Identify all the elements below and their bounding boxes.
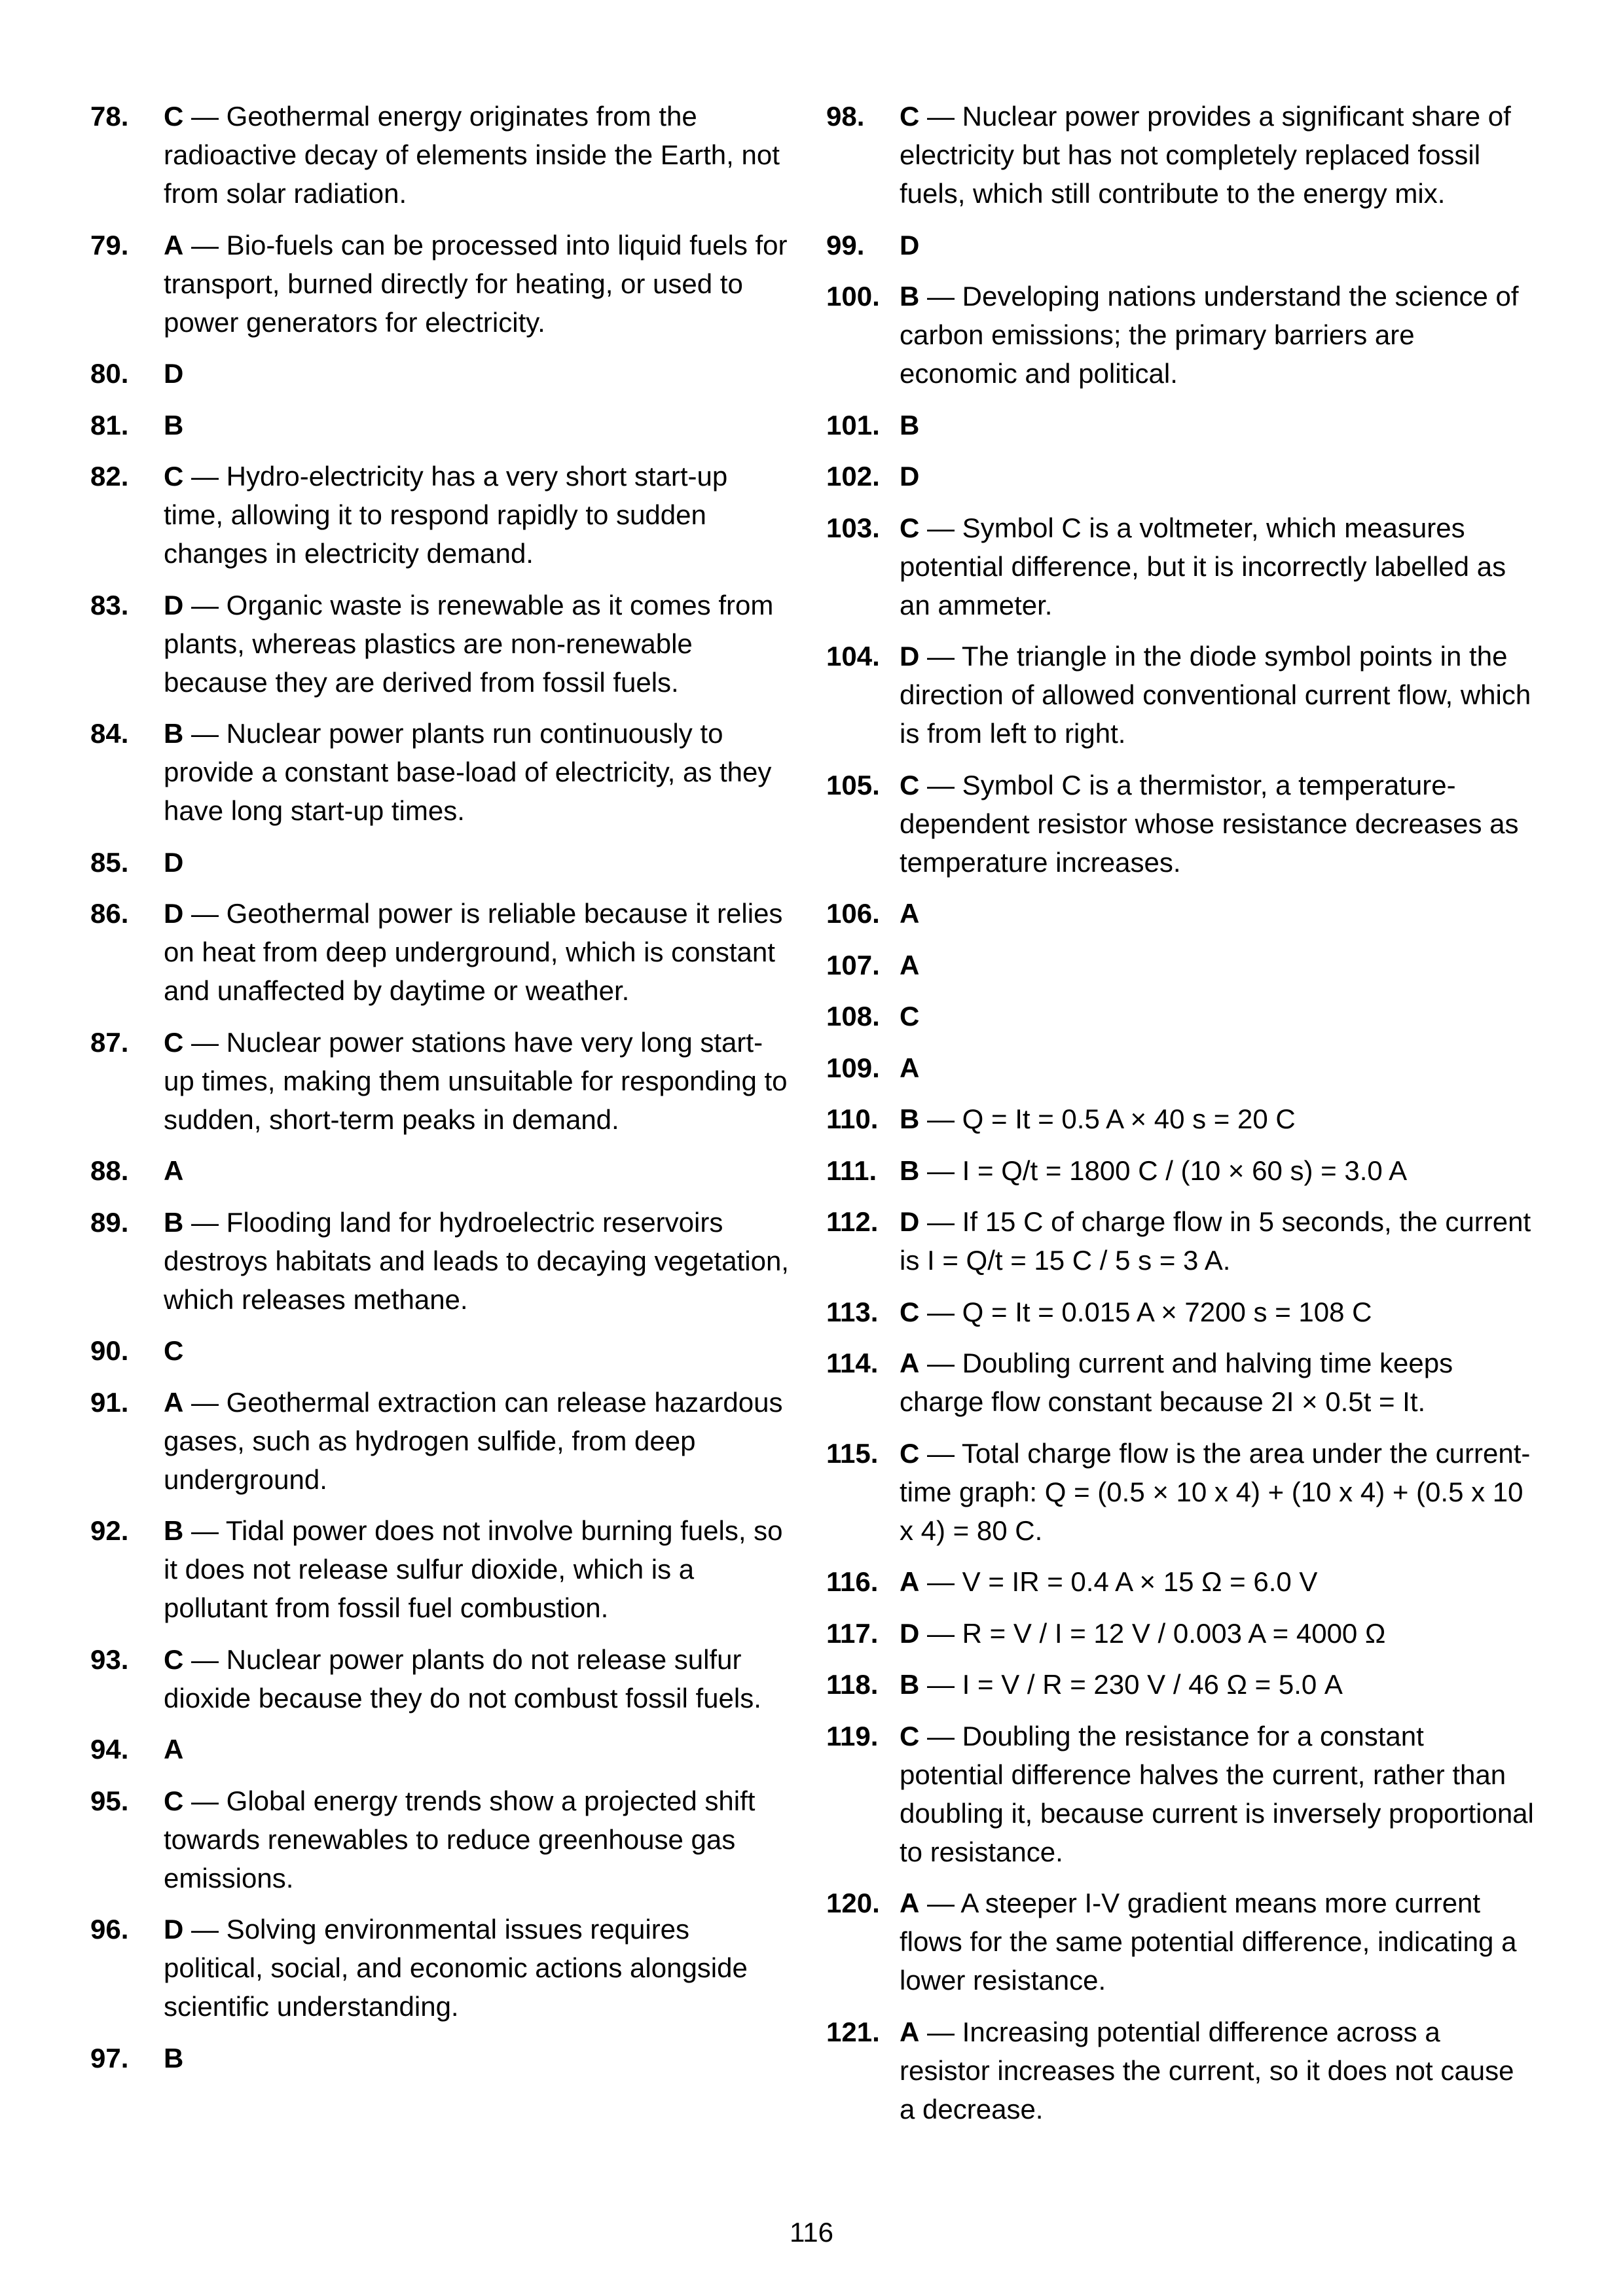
page-number: 116 bbox=[790, 2217, 833, 2248]
answer-item bbox=[826, 1434, 1535, 1550]
answer-item bbox=[826, 1884, 1535, 2000]
answer-letter: C bbox=[164, 1335, 184, 1366]
question-number: 118. bbox=[826, 1669, 879, 1700]
answer-letter: C bbox=[900, 101, 920, 132]
answer-explanation: — Geothermal energy originates from the radioactive decay of elements inside the Earth, not from solar radiation. bbox=[164, 101, 780, 209]
answer-item bbox=[90, 1383, 792, 1499]
answer-item bbox=[826, 894, 1535, 933]
answer-body bbox=[900, 1293, 1535, 1331]
answer-body bbox=[900, 1434, 1535, 1550]
question-number: 108. bbox=[826, 1001, 880, 1031]
answer-body bbox=[164, 1511, 792, 1627]
answer-letter: A bbox=[164, 1734, 184, 1765]
answer-body bbox=[164, 1640, 792, 1717]
answer-letter: A bbox=[900, 1888, 920, 1918]
answer-item bbox=[826, 226, 1535, 264]
answer-item bbox=[826, 1562, 1535, 1601]
question-number: 114. bbox=[826, 1348, 879, 1378]
answer-explanation: — If 15 C of charge flow in 5 seconds, the current is I = Q/t = 15 C / 5 s = 3 A. bbox=[900, 1206, 1531, 1276]
answer-item bbox=[90, 1782, 792, 1897]
question-number: 93. bbox=[90, 1643, 129, 1675]
answer-item bbox=[826, 997, 1535, 1035]
answer-letter: A bbox=[164, 1386, 184, 1418]
answer-body bbox=[900, 1049, 1535, 1087]
question-number: 78. bbox=[90, 101, 129, 132]
question-number: 120. bbox=[826, 1888, 880, 1918]
answer-item bbox=[826, 406, 1535, 444]
answer-item bbox=[90, 1151, 792, 1190]
question-number: 80. bbox=[90, 358, 129, 389]
answer-letter: A bbox=[900, 1348, 920, 1378]
question-number: 89. bbox=[90, 1206, 129, 1238]
left-answer-column bbox=[90, 97, 792, 2090]
answer-explanation: — I = Q/t = 1800 C / (10 × 60 s) = 3.0 A bbox=[919, 1155, 1408, 1186]
question-number: 104. bbox=[826, 641, 880, 672]
answer-explanation: — Bio-fuels can be processed into liquid fuels for transport, burned directly for heating, or used to power generators for electricity. bbox=[164, 229, 788, 338]
answer-item bbox=[90, 97, 792, 213]
answer-letter: D bbox=[164, 1914, 184, 1945]
answer-letter: B bbox=[900, 1103, 920, 1134]
question-number: 102. bbox=[826, 461, 880, 492]
question-number: 86. bbox=[90, 898, 129, 929]
answer-body bbox=[164, 714, 792, 830]
answer-explanation: — Geothermal power is reliable because it relies on heat from deep underground, which is constant and unaffected by daytime or weather. bbox=[164, 898, 783, 1006]
question-number: 109. bbox=[826, 1052, 880, 1083]
answer-explanation: — Increasing potential difference across a resistor increases the current, so it does not cause a decrease. bbox=[900, 2016, 1514, 2125]
answer-item bbox=[826, 1202, 1535, 1280]
answer-explanation: — Tidal power does not involve burning fuels, so it does not release sulfur dioxide, which is a pollutant from fossil fuel combustion. bbox=[164, 1515, 783, 1623]
answer-letter: D bbox=[164, 898, 184, 929]
answer-letter: D bbox=[900, 641, 920, 672]
question-number: 101. bbox=[826, 409, 880, 440]
question-number: 110. bbox=[826, 1103, 879, 1134]
question-number: 95. bbox=[90, 1785, 129, 1816]
answer-letter: C bbox=[164, 1643, 184, 1675]
question-number: 115. bbox=[826, 1437, 879, 1469]
answer-body bbox=[900, 277, 1535, 393]
question-number: 88. bbox=[90, 1155, 129, 1186]
answer-explanation: — Nuclear power stations have very long start-up times, making them unsuitable for responding to sudden, short-term peaks in demand. bbox=[164, 1026, 788, 1135]
answer-item bbox=[90, 1203, 792, 1319]
answer-letter: A bbox=[900, 1566, 920, 1597]
answer-letter: A bbox=[900, 2016, 920, 2047]
answer-letter: A bbox=[164, 229, 184, 260]
answer-body bbox=[164, 354, 792, 393]
answer-letter: D bbox=[900, 1206, 920, 1237]
answer-body bbox=[164, 1730, 792, 1768]
answer-explanation: — Flooding land for hydroelectric reservoirs destroys habitats and leads to decaying vegetation, which releases methane. bbox=[164, 1206, 789, 1315]
question-number: 98. bbox=[826, 101, 865, 132]
answer-explanation: — Q = It = 0.5 A × 40 s = 20 C bbox=[919, 1103, 1296, 1134]
answer-item bbox=[90, 2039, 792, 2077]
question-number: 97. bbox=[90, 2042, 129, 2073]
answer-letter: C bbox=[900, 1296, 920, 1327]
answer-body bbox=[900, 894, 1535, 933]
answer-explanation: — V = IR = 0.4 A × 15 Ω = 6.0 V bbox=[919, 1566, 1318, 1597]
answer-body bbox=[900, 1717, 1535, 1871]
answer-item bbox=[826, 1100, 1535, 1138]
answer-body bbox=[900, 1151, 1535, 1190]
answer-body bbox=[900, 946, 1535, 984]
answer-body bbox=[164, 894, 792, 1010]
answer-body bbox=[164, 1331, 792, 1370]
answer-body bbox=[900, 226, 1535, 264]
answer-letter: A bbox=[900, 1052, 920, 1083]
question-number: 107. bbox=[826, 949, 880, 980]
answer-item bbox=[826, 1293, 1535, 1331]
answer-body bbox=[164, 1151, 792, 1190]
answer-item bbox=[826, 1665, 1535, 1704]
answer-body bbox=[900, 509, 1535, 624]
answer-explanation: — Doubling current and halving time keeps charge flow constant because 2I × 0.5t = It. bbox=[900, 1348, 1453, 1417]
answer-explanation: — Solving environmental issues requires political, social, and economic actions alongside scientific understanding. bbox=[164, 1914, 748, 2022]
answer-letter: B bbox=[164, 1206, 184, 1238]
answer-explanation: — Developing nations understand the science of carbon emissions; the primary barriers are economic and political. bbox=[900, 281, 1519, 389]
question-number: 82. bbox=[90, 461, 129, 492]
answer-item bbox=[826, 2013, 1535, 2128]
answer-item bbox=[90, 1730, 792, 1768]
answer-body bbox=[900, 766, 1535, 882]
answer-item bbox=[826, 1344, 1535, 1421]
answer-body bbox=[164, 843, 792, 882]
right-answer-column bbox=[826, 97, 1535, 2141]
question-number: 117. bbox=[826, 1617, 879, 1649]
answer-letter: B bbox=[900, 409, 920, 440]
answer-body bbox=[900, 457, 1535, 495]
answer-body bbox=[164, 2039, 792, 2077]
answer-letter: A bbox=[164, 1155, 184, 1186]
answer-letter: C bbox=[900, 769, 920, 800]
answer-explanation: — Q = It = 0.015 A × 7200 s = 108 C bbox=[919, 1296, 1372, 1327]
answer-letter: A bbox=[900, 949, 920, 980]
answer-item bbox=[90, 1910, 792, 2026]
question-number: 112. bbox=[826, 1206, 879, 1237]
answer-letter: A bbox=[900, 898, 920, 929]
question-number: 91. bbox=[90, 1386, 129, 1418]
question-number: 85. bbox=[90, 846, 129, 878]
question-number: 105. bbox=[826, 769, 880, 800]
answer-item bbox=[826, 1151, 1535, 1190]
answer-item bbox=[90, 894, 792, 1010]
answer-letter: C bbox=[164, 1785, 184, 1816]
answer-letter: D bbox=[900, 461, 920, 492]
question-number: 111. bbox=[826, 1155, 877, 1186]
question-number: 83. bbox=[90, 589, 129, 620]
answer-body bbox=[164, 1023, 792, 1139]
answer-letter: B bbox=[164, 2042, 184, 2073]
answer-body bbox=[900, 1562, 1535, 1601]
answer-item bbox=[90, 1511, 792, 1627]
answer-body bbox=[900, 997, 1535, 1035]
answer-explanation: — Symbol C is a thermistor, a temperature-dependent resistor whose resistance decreases as temperature increases. bbox=[900, 769, 1519, 878]
answer-body bbox=[900, 97, 1535, 213]
question-number: 116. bbox=[826, 1566, 879, 1597]
answer-item bbox=[90, 1331, 792, 1370]
answer-letter: D bbox=[164, 589, 184, 620]
answer-body bbox=[164, 586, 792, 702]
answer-body bbox=[164, 97, 792, 213]
answer-letter: B bbox=[164, 1515, 184, 1546]
answer-explanation: — R = V / I = 12 V / 0.003 A = 4000 Ω bbox=[919, 1617, 1386, 1649]
answer-explanation: — Nuclear power provides a significant share of electricity but has not completely replaced fossil fuels, which still contribute to the energy mix. bbox=[900, 101, 1511, 209]
answer-body bbox=[900, 1614, 1535, 1653]
answer-item bbox=[90, 457, 792, 573]
answer-body bbox=[164, 1203, 792, 1319]
answer-letter: B bbox=[164, 409, 184, 440]
question-number: 81. bbox=[90, 409, 129, 440]
answer-item bbox=[826, 97, 1535, 213]
answer-explanation: — Doubling the resistance for a constant potential difference halves the current, rather than doubling it, because current is inversely proportional to resistance. bbox=[900, 1720, 1534, 1867]
answer-letter: B bbox=[900, 281, 920, 312]
answer-item bbox=[826, 457, 1535, 495]
answer-letter: D bbox=[900, 229, 920, 260]
answer-explanation: — Geothermal extraction can release hazardous gases, such as hydrogen sulfide, from deep underground. bbox=[164, 1386, 783, 1495]
question-number: 92. bbox=[90, 1515, 129, 1546]
answer-letter: D bbox=[164, 846, 184, 878]
question-number: 100. bbox=[826, 281, 880, 312]
answer-item bbox=[826, 1614, 1535, 1653]
answer-explanation: — Organic waste is renewable as it comes from plants, whereas plastics are non-renewable because they are derived from fossil fuels. bbox=[164, 589, 774, 698]
question-number: 99. bbox=[826, 229, 865, 260]
answer-body bbox=[164, 1383, 792, 1499]
question-number: 90. bbox=[90, 1335, 129, 1366]
question-number: 119. bbox=[826, 1720, 879, 1751]
answer-explanation: — Global energy trends show a projected shift towards renewables to reduce greenhouse gas emissions. bbox=[164, 1785, 756, 1893]
answer-item bbox=[90, 714, 792, 830]
answer-letter: C bbox=[164, 1026, 184, 1058]
answer-body bbox=[900, 1344, 1535, 1421]
answer-item bbox=[90, 843, 792, 882]
answer-letter: B bbox=[164, 718, 184, 749]
question-number: 96. bbox=[90, 1914, 129, 1945]
answer-letter: C bbox=[900, 512, 920, 543]
answer-item bbox=[826, 509, 1535, 624]
answer-letter: C bbox=[900, 1720, 920, 1751]
answer-body bbox=[900, 1884, 1535, 2000]
answer-body bbox=[164, 406, 792, 444]
answer-letter: C bbox=[900, 1001, 920, 1031]
answer-explanation: — Nuclear power plants run continuously to provide a constant base-load of electricity, as they have long start-up times. bbox=[164, 718, 772, 826]
answer-explanation: — The triangle in the diode symbol points in the direction of allowed conventional current flow, which is from left to right. bbox=[900, 641, 1531, 749]
answer-letter: C bbox=[164, 461, 184, 492]
answer-body bbox=[900, 2013, 1535, 2128]
answer-item bbox=[826, 766, 1535, 882]
answer-explanation: — Hydro-electricity has a very short start-up time, allowing it to respond rapidly to sudden changes in electricity demand. bbox=[164, 461, 728, 569]
answer-item bbox=[90, 1023, 792, 1139]
answer-body bbox=[900, 1100, 1535, 1138]
question-number: 103. bbox=[826, 512, 880, 543]
answer-item bbox=[90, 354, 792, 393]
answer-item bbox=[90, 226, 792, 342]
answer-item bbox=[826, 1049, 1535, 1087]
answer-item bbox=[90, 1640, 792, 1717]
answer-item bbox=[826, 946, 1535, 984]
answer-item bbox=[826, 1717, 1535, 1871]
question-number: 87. bbox=[90, 1026, 129, 1058]
answer-explanation: — Symbol C is a voltmeter, which measures potential difference, but it is incorrectly labelled as an ammeter. bbox=[900, 512, 1506, 620]
answer-body bbox=[164, 1782, 792, 1897]
answer-letter: C bbox=[164, 101, 184, 132]
answer-item bbox=[826, 637, 1535, 753]
answer-item bbox=[90, 586, 792, 702]
answer-body bbox=[900, 1202, 1535, 1280]
answer-explanation: — I = V / R = 230 V / 46 Ω = 5.0 A bbox=[919, 1669, 1343, 1700]
answer-item bbox=[826, 277, 1535, 393]
answer-body bbox=[900, 1665, 1535, 1704]
question-number: 79. bbox=[90, 229, 129, 260]
answer-letter: B bbox=[900, 1669, 920, 1700]
question-number: 94. bbox=[90, 1734, 129, 1765]
answer-body bbox=[164, 226, 792, 342]
answer-explanation: — A steeper I-V gradient means more current flows for the same potential difference, indicating a lower resistance. bbox=[900, 1888, 1517, 1996]
question-number: 113. bbox=[826, 1296, 879, 1327]
answer-explanation: — Nuclear power plants do not release sulfur dioxide because they do not combust fossil fuels. bbox=[164, 1643, 761, 1713]
answer-body bbox=[164, 1910, 792, 2026]
question-number: 84. bbox=[90, 718, 129, 749]
answer-letter: D bbox=[164, 358, 184, 389]
answer-item bbox=[90, 406, 792, 444]
answer-letter: D bbox=[900, 1617, 920, 1649]
answer-body bbox=[900, 637, 1535, 753]
answer-explanation: — Total charge flow is the area under the current-time graph: Q = (0.5 × 10 x 4) + (10 x 4) + (0.5 x 10 x 4) = 80 C. bbox=[900, 1437, 1531, 1546]
answer-letter: B bbox=[900, 1155, 920, 1186]
answer-body bbox=[164, 457, 792, 573]
question-number: 106. bbox=[826, 898, 880, 929]
answer-letter: C bbox=[900, 1437, 920, 1469]
answer-body bbox=[900, 406, 1535, 444]
question-number: 121. bbox=[826, 2016, 880, 2047]
